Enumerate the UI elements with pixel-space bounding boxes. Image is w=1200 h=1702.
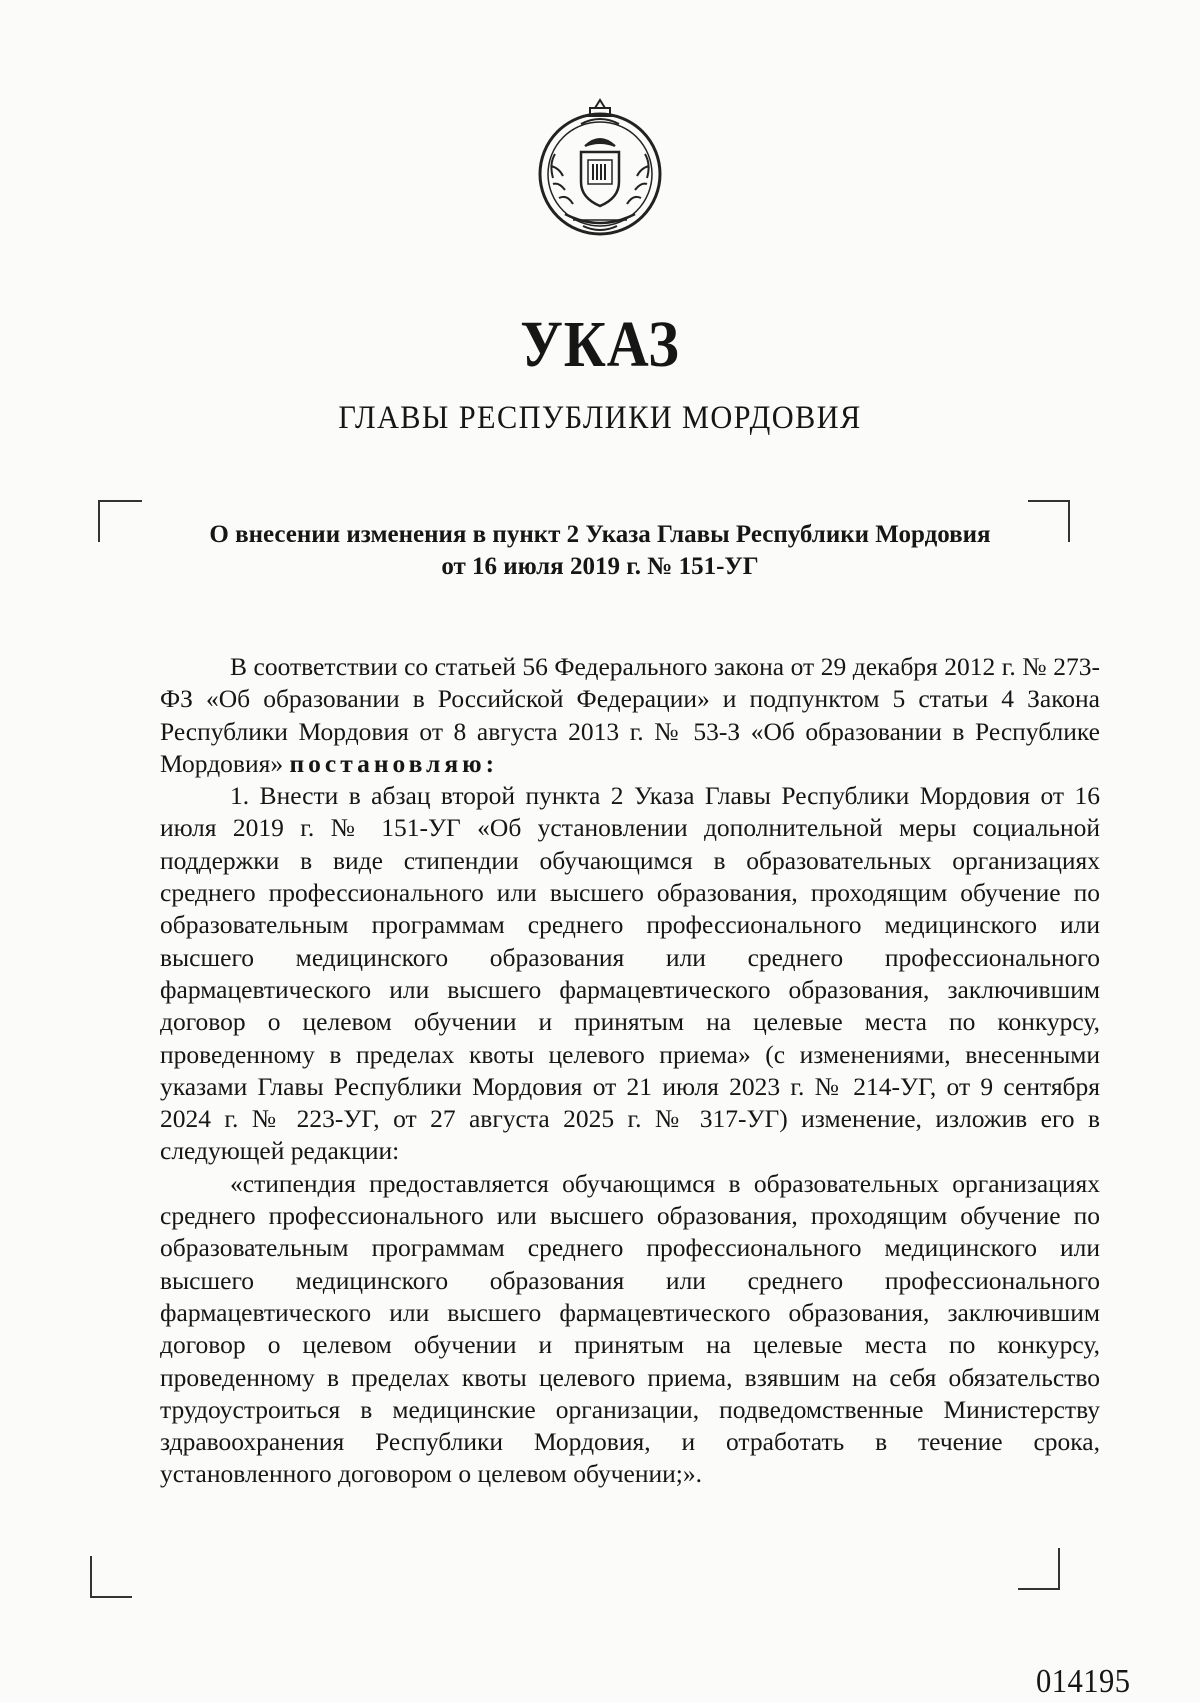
heading-line-2: от 16 июля 2019 г. № 151-УГ [441,553,759,580]
text-bracket-bottom-right [1018,1548,1060,1590]
document-body [160,651,1100,1491]
document-title: УКАЗ [520,308,680,381]
preamble-text: В соответствии со статьей 56 Федерального закона от 29 декабря 2012 г. № 273-ФЗ «Об образовании в Российской Федерации» и подпунктом 5 статьи 4 Закона Республики Мордовия от 8 августа 2013 г. № 53-З «Об образовании в Республике Мордовия» [160,652,1100,778]
heading-line-1: О внесении изменения в пункт 2 Указа Главы Республики Мордовия [209,521,991,548]
text-bracket-bottom-left [90,1556,132,1598]
document-serial-number: 014195 [1036,1663,1131,1700]
quoted-amendment-paragraph: «стипендия предоставляется обучающимся в образовательных организациях среднего профессионального или высшего образования, проходящим обучение по образовательным программам среднего профессионального медицинского или высшего медицинского образования или среднего профессионального фармацевтического или высшего фармацевтического образования, заключившим договор о целевом обучении и принятым на целевые места по конкурсу, проведенному в пределах квоты целевого приема, взявшим на себя обязательство трудоустроиться в медицинские организации, подведомственные Министерству здравоохранения Республики Мордовия, и отработать в течение срока, установленного договором о целевом обучении;». [160,1168,1100,1489]
preamble-paragraph [160,651,1100,780]
document-subtitle: ГЛАВЫ РЕСПУБЛИКИ МОРДОВИЯ [338,400,862,436]
document-heading [140,519,1060,583]
decree-word: постановляю: [289,748,499,778]
heading-bracket-top-left [98,500,142,542]
coat-of-arms-icon [525,94,675,244]
item-1-paragraph: 1. Внести в абзац второй пункта 2 Указа Главы Республики Мордовия от 16 июля 2019 г. № 151-УГ «Об установлении дополнительной меры социальной поддержки в виде стипендии обучающимся в образовательных организациях среднего профессионального или высшего образования, проходящим обучение по образовательным программам среднего профессионального медицинского или высшего медицинского образования или среднего профессионального фармацевтического или высшего фармацевтического образования, заключившим договор о целевом обучении и принятым на целевые места по конкурсу, проведенному в пределах квоты целевого приема» (с изменениями, внесенными указами Главы Республики Мордовия от 21 июля 2023 г. № 214-УГ, от 9 сентября 2024 г. № 223-УГ, от 27 августа 2025 г. № 317-УГ) изменение, изложив его в следующей редакции: [160,781,1100,1166]
